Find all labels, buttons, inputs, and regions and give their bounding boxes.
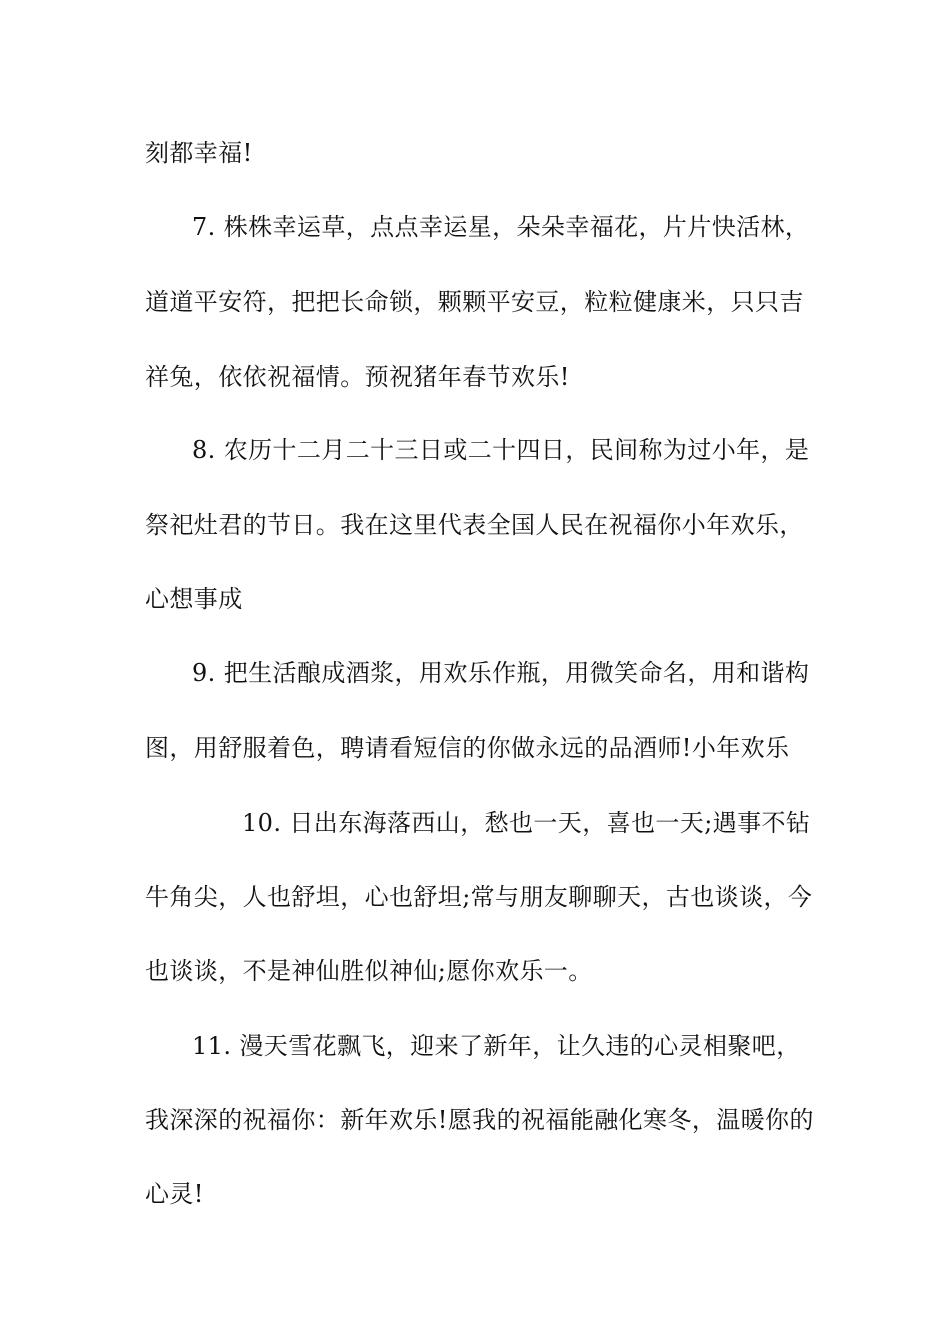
text-line-7: 心想事成: [145, 585, 243, 613]
text-line-12: 也谈谈，不是神仙胜似神仙;愿你欢乐一。: [145, 957, 593, 985]
text-line-11: 牛角尖，人也舒坦，心也舒坦;常与朋友聊聊天，古也谈谈，今: [145, 883, 813, 911]
text-line-10: 10. 日出东海落西山，愁也一天，喜也一天;遇事不钻: [242, 809, 811, 837]
text-line-9: 图，用舒服着色，聘请看短信的你做永远的品酒师!小年欢乐: [145, 734, 790, 762]
text-line-5: 8. 农历十二月二十三日或二十四日，民间称为过小年，是: [192, 436, 810, 464]
text-line-2: 7. 株株幸运草，点点幸运星，朵朵幸福花，片片快活林，: [192, 213, 810, 241]
text-line-8: 9. 把生活酿成酒浆，用欢乐作瓶，用微笑命名，用和谐构: [192, 659, 810, 687]
text-line-14: 我深深的祝福你：新年欢乐!愿我的祝福能融化寒冬，温暖你的: [145, 1106, 814, 1134]
text-line-6: 祭祀灶君的节日。我在这里代表全国人民在祝福你小年欢乐，: [145, 511, 804, 539]
text-line-3: 道道平安符，把把长命锁，颗颗平安豆，粒粒健康米，只只吉: [145, 288, 804, 316]
text-line-4: 祥兔，依依祝福情。预祝猪年春节欢乐!: [145, 363, 570, 391]
text-line-15: 心灵!: [145, 1180, 204, 1208]
text-line-13: 11. 漫天雪花飘飞，迎来了新年，让久违的心灵相聚吧，: [192, 1032, 801, 1060]
text-line-1: 刻都幸福!: [145, 139, 253, 167]
